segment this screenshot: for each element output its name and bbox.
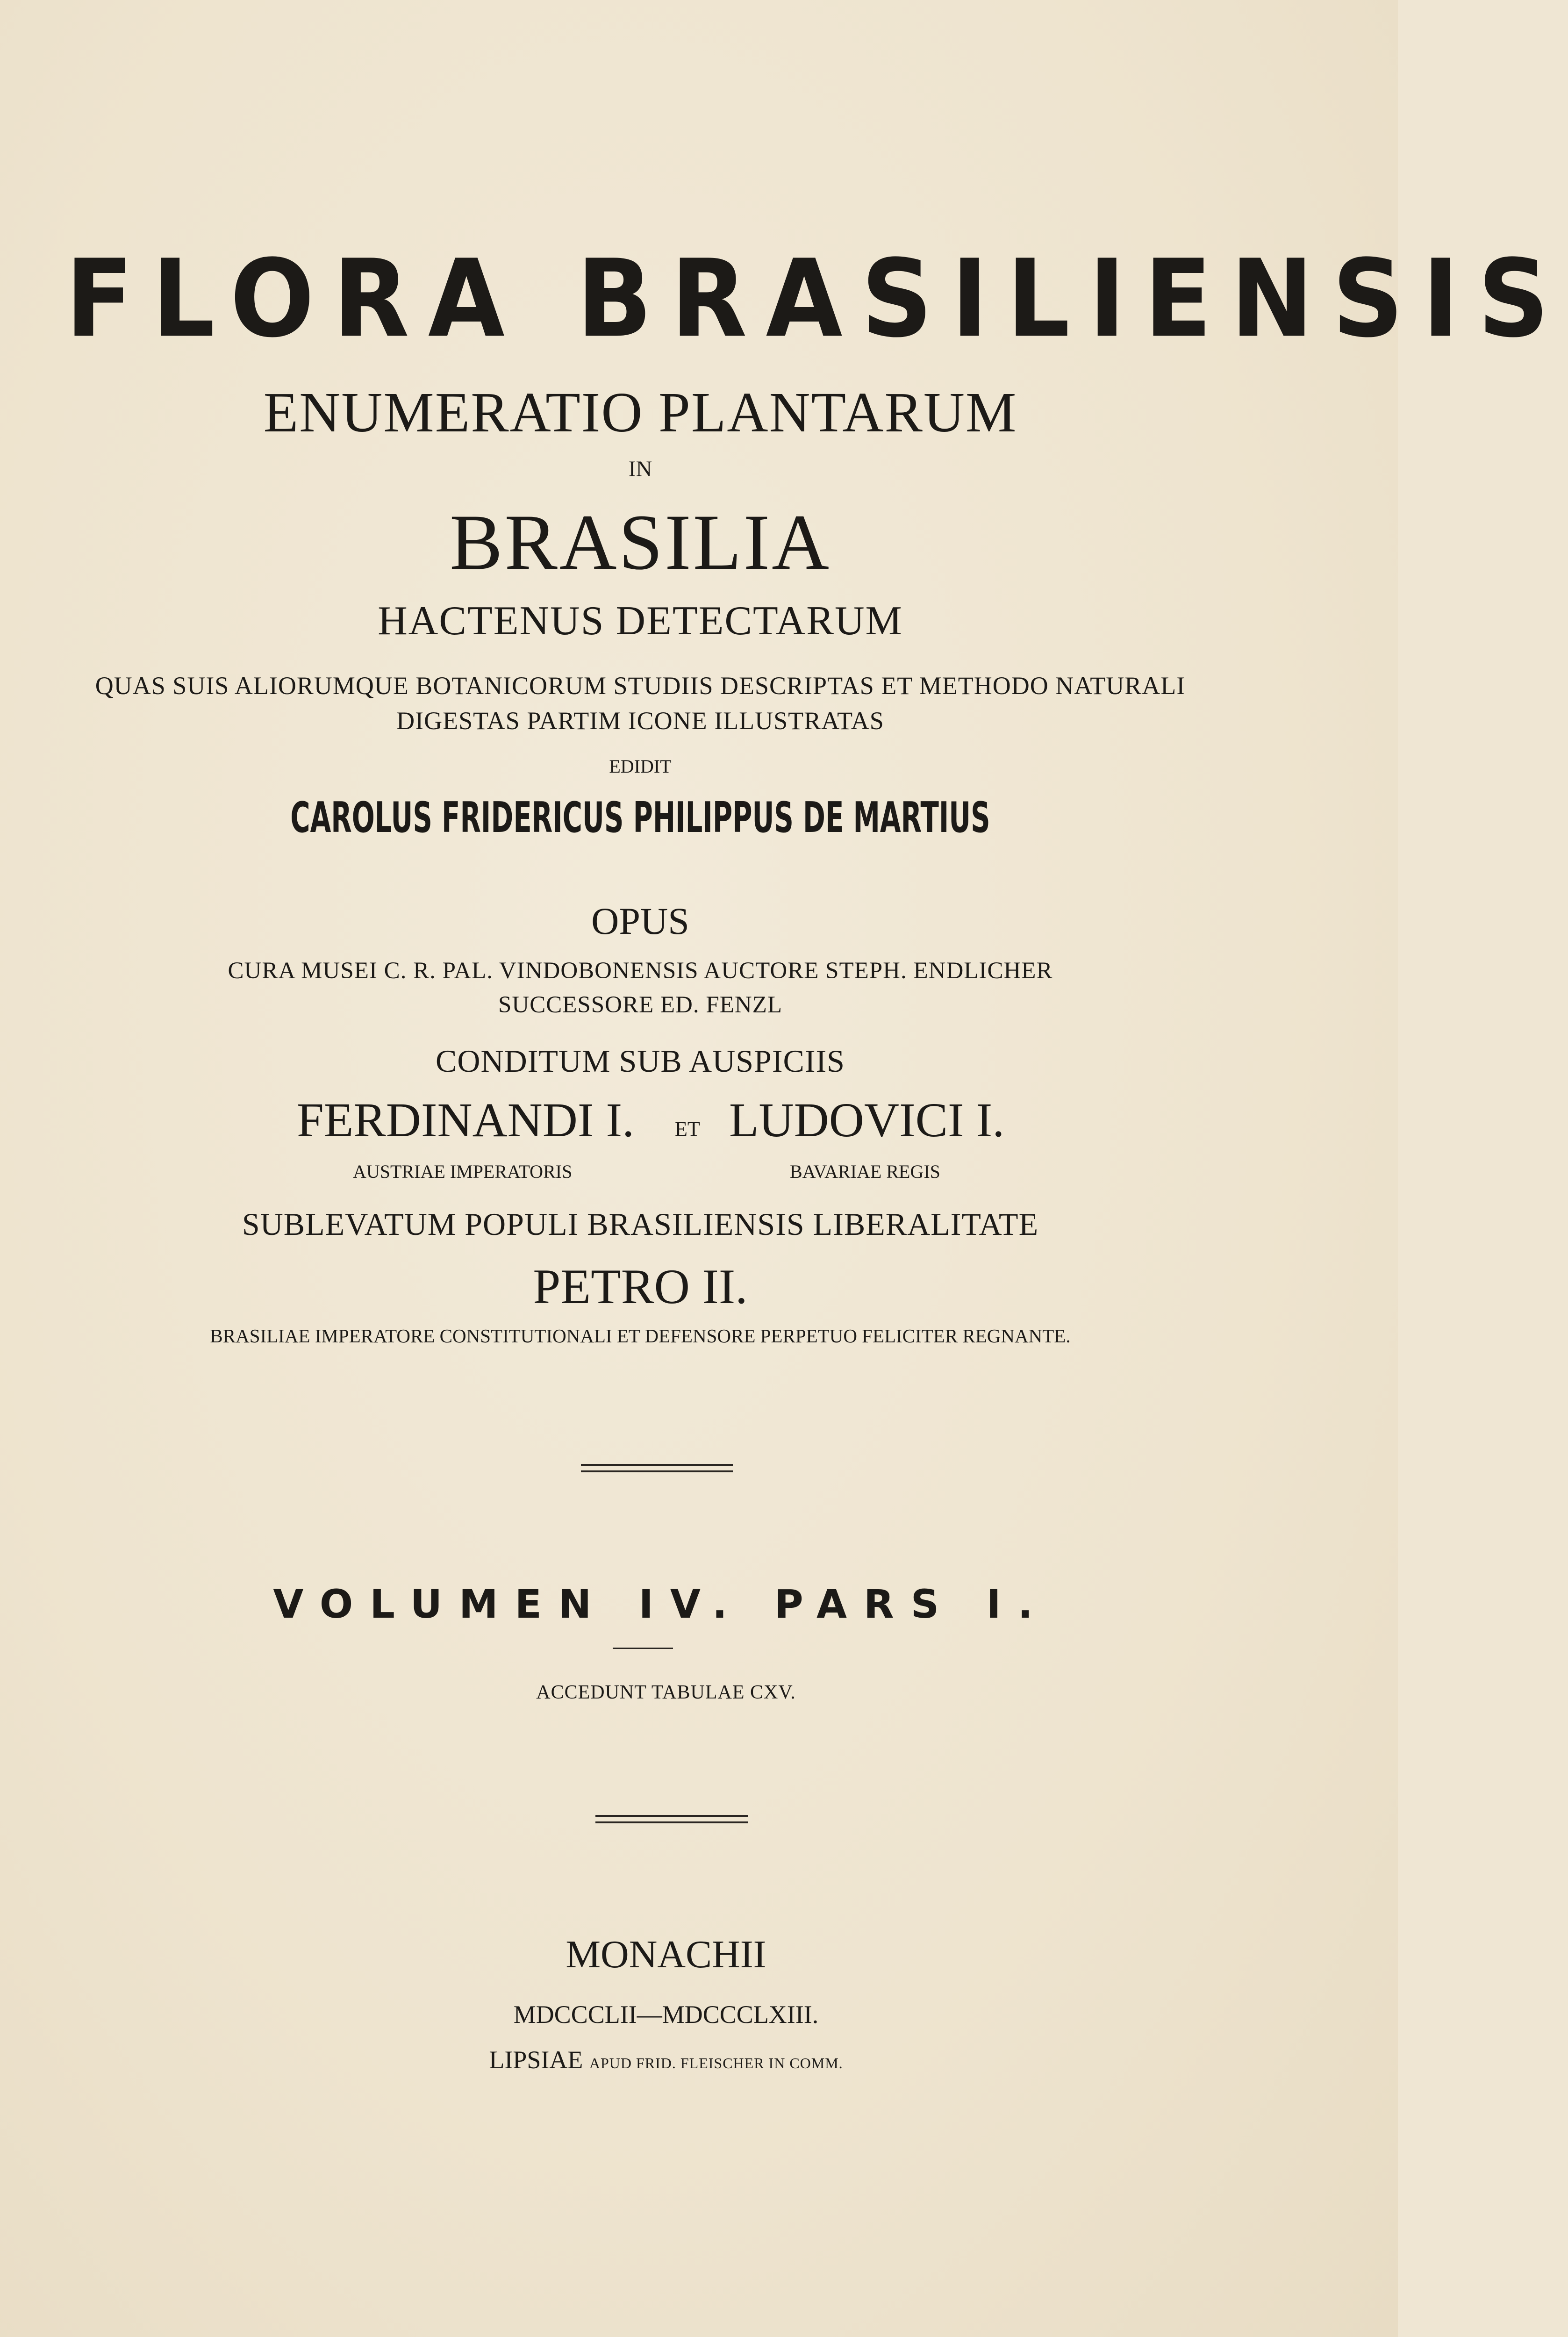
- et-word: ET: [675, 1118, 700, 1140]
- imprint-publisher: [0, 2047, 1332, 2072]
- imprint-dates: MDCCCLII—MDCCCLXIII.: [513, 2000, 819, 2029]
- cura-line: CURA MUSEI C. R. PAL. VINDOBONENSIS AUCTORE STEPH. ENDLICHER: [228, 958, 1053, 984]
- author-name: CAROLUS FRIDERICUS PHILIPPUS DE MARTIUS: [290, 794, 990, 842]
- hactenus-line: HACTENUS DETECTARUM: [378, 598, 903, 644]
- divider-short: [613, 1648, 673, 1649]
- sublevatum-line: SUBLEVATUM POPULI BRASILIENSIS LIBERALITATE: [242, 1206, 1039, 1242]
- in-word: IN: [628, 457, 652, 481]
- patron-ferdinandi: FERDINANDI I.: [297, 1093, 635, 1147]
- imprint-publisher-name: APUD FRID. FLEISCHER IN COMM.: [589, 2055, 843, 2072]
- book-subtitle: ENUMERATIO PLANTARUM: [263, 381, 1017, 444]
- volume-label: VOLUMEN IV. PARS I.: [273, 1581, 1050, 1627]
- patron-ludovici: LUDOVICI I.: [729, 1093, 1005, 1147]
- divider-upper-2: [581, 1470, 733, 1472]
- description-line-2: DIGESTAS PARTIM ICONE ILLUSTRATAS: [396, 707, 884, 735]
- plates-note: ACCEDUNT TABULAE CXV.: [536, 1682, 796, 1703]
- description-line-1: QUAS SUIS ALIORUMQUE BOTANICORUM STUDIIS DESCRIPTAS ET METHODO NATURALI: [95, 672, 1186, 700]
- successore-line: SUCCESSORE ED. FENZL: [498, 992, 782, 1018]
- bavariae-caption: BAVARIAE REGIS: [790, 1161, 940, 1182]
- opus-label: OPUS: [591, 900, 689, 942]
- divider-lower-2: [595, 1821, 748, 1823]
- edidit-label: EDIDIT: [609, 756, 672, 777]
- divider-upper-1: [581, 1464, 733, 1466]
- imprint-city: MONACHII: [566, 1933, 766, 1976]
- conditum-line: CONDITUM SUB AUSPICIIS: [436, 1043, 845, 1079]
- divider-lower-1: [595, 1815, 748, 1817]
- place-name: BRASILIA: [450, 498, 831, 586]
- austriae-caption: AUSTRIAE IMPERATORIS: [353, 1161, 573, 1182]
- imprint-lipsiae: LIPSIAE: [489, 2046, 583, 2074]
- patron-petro: PETRO II.: [533, 1259, 748, 1314]
- book-title: FLORA BRASILIENSIS: [65, 236, 1568, 361]
- brasiliae-line: BRASILIAE IMPERATORE CONSTITUTIONALI ET DEFENSORE PERPETUO FELICITER REGNANTE.: [210, 1325, 1071, 1347]
